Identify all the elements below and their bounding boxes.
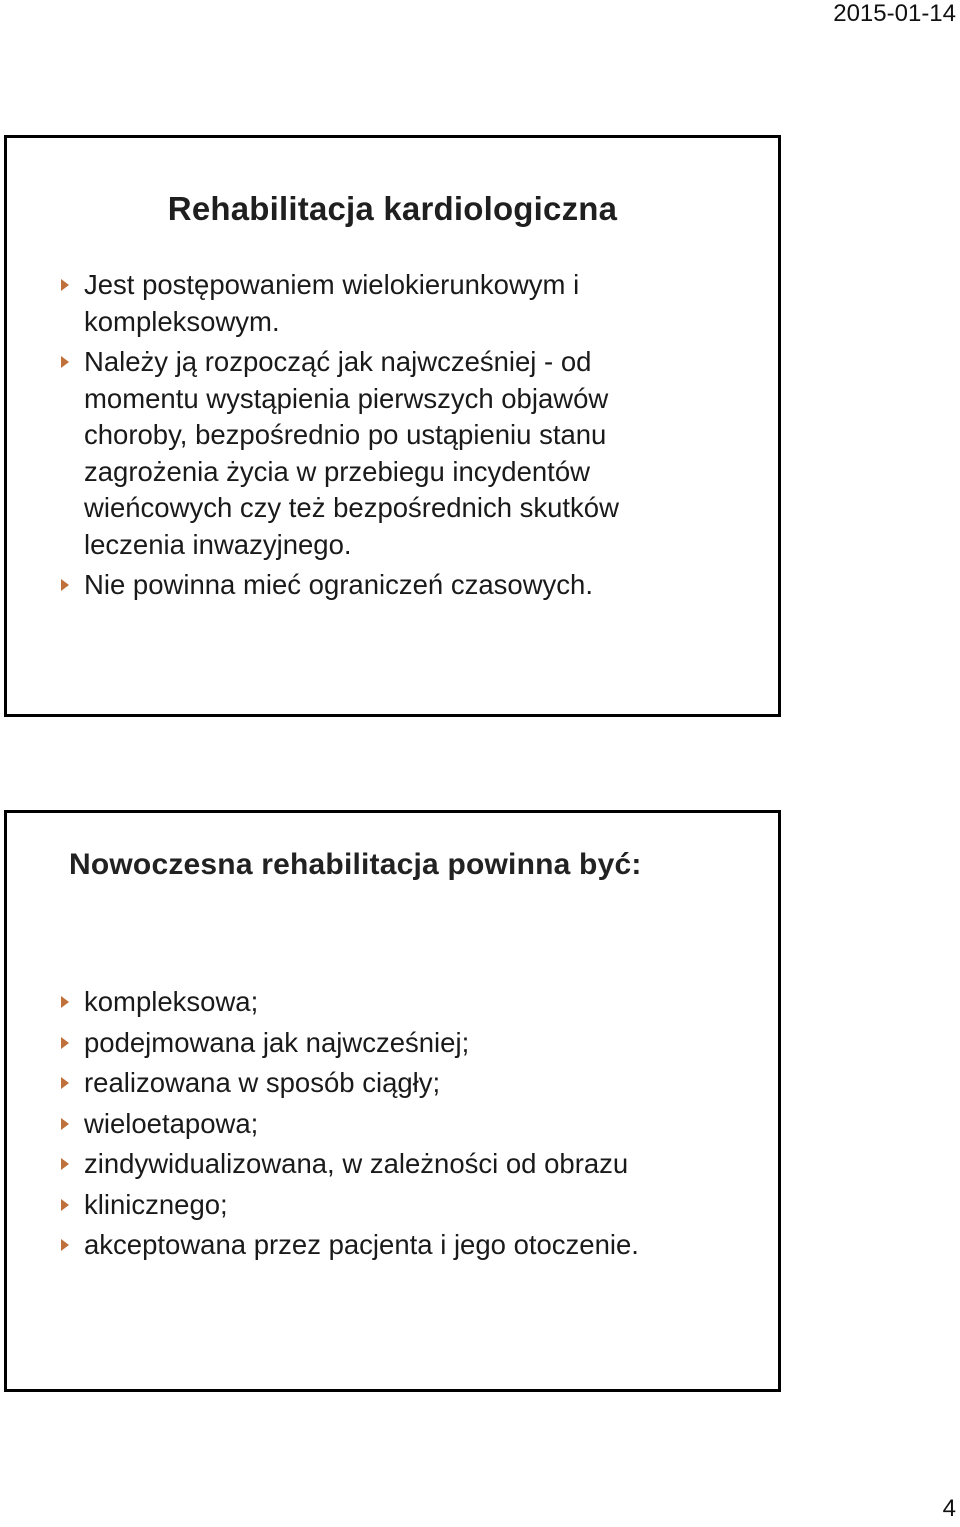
bullet-list — [7, 267, 707, 608]
list-item — [7, 1023, 707, 1064]
page-date: 2015-01-14 — [833, 0, 956, 27]
list-item — [7, 1144, 707, 1185]
slide-rehabilitacja-kardiologiczna — [4, 135, 781, 717]
triangle-bullet-icon — [61, 579, 69, 591]
list-item-text: Jest postępowaniem wielokierunkowym i kompleksowym. — [84, 269, 580, 337]
triangle-bullet-icon — [61, 1118, 69, 1130]
list-item — [7, 567, 707, 604]
slide-title: Rehabilitacja kardiologiczna — [167, 190, 618, 227]
list-item — [7, 267, 707, 340]
list-item — [7, 982, 707, 1023]
triangle-bullet-icon — [61, 1199, 69, 1211]
list-item — [7, 344, 707, 563]
list-item-text: Nie powinna mieć ograniczeń czasowych. — [84, 569, 593, 600]
slide-title: Nowoczesna rehabilitacja powinna być: — [69, 848, 642, 881]
bullet-list — [7, 982, 707, 1266]
list-item — [7, 1104, 707, 1145]
list-item — [7, 1063, 707, 1104]
triangle-bullet-icon — [61, 1158, 69, 1170]
slide-nowoczesna-rehabilitacja — [4, 810, 781, 1392]
list-item-text: wieloetapowa; — [84, 1107, 259, 1139]
triangle-bullet-icon — [61, 1077, 69, 1089]
list-item-text: zindywidualizowana, w zależności od obrazu — [84, 1148, 629, 1179]
triangle-bullet-icon — [61, 996, 69, 1008]
triangle-bullet-icon — [61, 1037, 69, 1049]
list-item — [7, 1185, 707, 1226]
page-number: 4 — [942, 1495, 956, 1522]
list-item-text: akceptowana przez pacjenta i jego otoczenie. — [84, 1229, 639, 1260]
list-item-text: realizowana w sposób ciągły; — [84, 1067, 441, 1098]
triangle-bullet-icon — [61, 279, 69, 291]
triangle-bullet-icon — [61, 356, 69, 368]
list-item-text: klinicznego; — [84, 1188, 228, 1220]
list-item-text: Należy ją rozpocząć jak najwcześniej - od momentu wystąpienia pierwszych objawów choroby, bezpośrednio po ustąpieniu stanu zagrożenia życia w przebiegu incydentów wieńcowych czy też bezpośrednich skutków leczenia inwazyjnego. — [84, 346, 619, 560]
list-item-text: podejmowana jak najwcześniej; — [84, 1026, 470, 1058]
list-item — [7, 1225, 707, 1266]
list-item-text: kompleksowa; — [84, 986, 259, 1017]
triangle-bullet-icon — [61, 1239, 69, 1251]
